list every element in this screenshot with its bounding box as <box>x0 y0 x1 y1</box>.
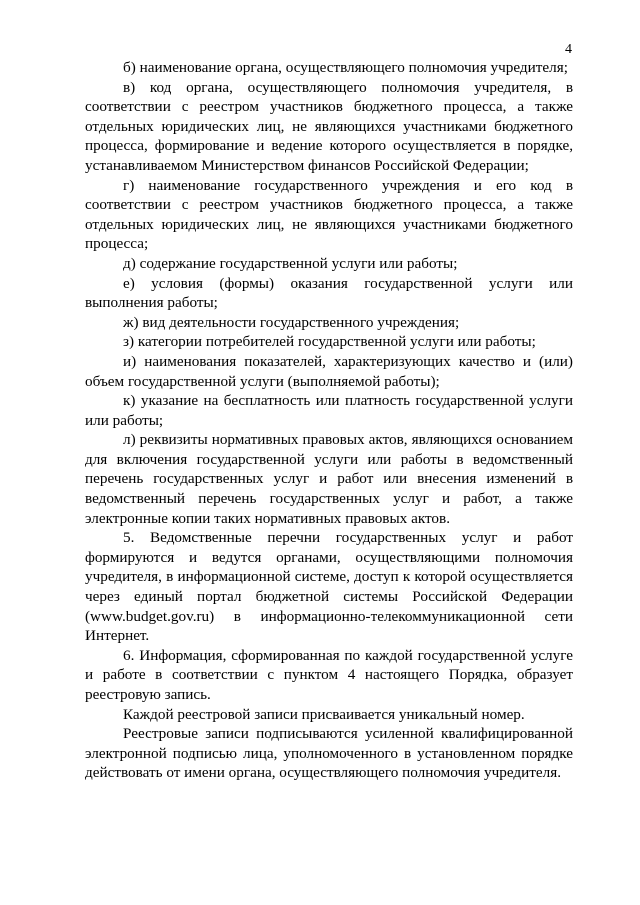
paragraph-zh: ж) вид деятельности государственного учреждения; <box>123 313 460 331</box>
paragraph-l: л) реквизиты нормативных правовых актов, являющихся основанием для включения государственной услуги или работы в ведомственный перечень государственных услуг и работ или внесения изменений в ведомственный перечень государственных услуг и работ, а также электронные копии таких нормативных правовых актов. <box>85 431 573 527</box>
paragraph-item-6: 6. Информация, сформированная по каждой государственной услуге и работе в соответствии с пунктом 4 настоящего Порядка, образует реестровую запись. <box>85 646 573 703</box>
paragraph-d: д) содержание государственной услуги или работы; <box>123 254 458 272</box>
document-body <box>85 58 573 783</box>
paragraph-g: г) наименование государственного учреждения и его код в соответствии с реестром участников бюджетного процесса, а также отдельных юридических лиц, не являющихся участниками бюджетного процесса; <box>85 176 573 253</box>
paragraph-v: в) код органа, осуществляющего полномочия учредителя, в соответствии с реестром участников бюджетного процесса, а также отдельных юридических лиц, не являющихся участниками бюджетного процесса, формирование и ведение которого осуществляется в порядке, устанавливаемом Министерством финансов Российской Федерации; <box>85 78 573 174</box>
paragraph-signature: Реестровые записи подписываются усиленной квалифицированной электронной подписью лица, уполномоченного в установленном порядке действовать от имени органа, осуществляющего полномочия учредителя. <box>85 725 573 782</box>
paragraph-i: и) наименования показателей, характеризующих качество и (или) объем государственной услуги (выполняемой работы); <box>85 352 573 390</box>
paragraph-z: з) категории потребителей государственной услуги или работы; <box>123 333 536 351</box>
paragraph-b: б) наименование органа, осуществляющего полномочия учредителя; <box>123 59 568 76</box>
paragraph-e: е) условия (формы) оказания государственной услуги или выполнения работы; <box>85 274 573 312</box>
paragraph-unique-number: Каждой реестровой записи присваивается уникальный номер. <box>123 705 525 723</box>
paragraph-k: к) указание на бесплатность или платность государственной услуги или работы; <box>85 392 573 429</box>
page-number: 4 <box>565 42 572 57</box>
paragraph-item-5: 5. Ведомственные перечни государственных услуг и работ формируются и ведутся органами, осуществляющими полномочия учредителя, в информационной системе, доступ к которой осуществляется через единый портал бюджетной системы Российской Федерации (www.budget.gov.ru) в информационно-телекоммуникационной сети Интернет. <box>85 529 573 645</box>
